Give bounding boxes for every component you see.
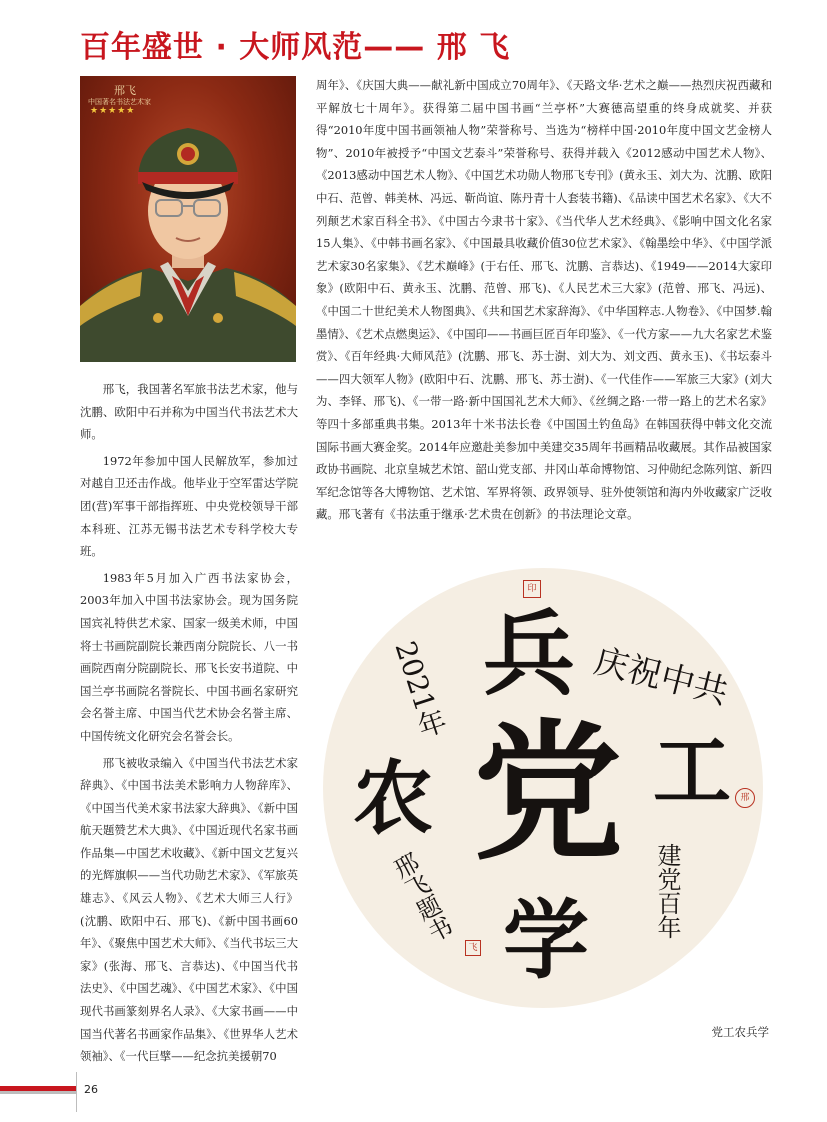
page-number: 26 [84, 1083, 98, 1096]
right-column [316, 74, 772, 526]
paragraph: 1972年参加中国人民解放军，参加过对越自卫还击作战。他毕业于空军雷达学院团(营)军事干部指挥班、中央党校领导干部本科班、江苏无锡书法艺术专科学校大专班。 [80, 453, 298, 559]
photo-caption-name: 邢飞 [114, 84, 136, 97]
calligraphy-artwork [323, 568, 763, 1008]
calligraphy-char-bing: 兵 [483, 600, 576, 708]
paragraph: 1983年5月加入广西书法家协会，2003年加入中国书法家协会。现为国务院国宾礼特供艺术家、国家一级美术师，中国将士书画院副院长兼西南分院院长、八一书画院西南分院副院长、邢飞长安书道院、中国兰亭书画院名誉院长、中国书画名家研究会名誉主席、中国当代艺术协会名誉主席、中国传统文化研究会名誉会长。 [80, 570, 298, 743]
artist-signature: 邢飞题书 [386, 849, 456, 947]
inscription-year: 2021年 [388, 637, 451, 742]
paragraph: 邢飞，我国著名军旅书法艺术家，他与沈鹏、欧阳中石并称为中国当代书法艺术大师。 [80, 382, 298, 442]
seal-right: 邢 [735, 788, 755, 808]
photo-caption-stars: ★★★★★ [90, 106, 136, 116]
artwork-caption: 党工农兵学 [711, 1025, 769, 1039]
calligraphy-char-gong: 工 [653, 726, 732, 817]
photo-caption-role: 中国著名书法艺术家 [88, 98, 151, 106]
paragraph: 周年》、《庆国大典——献礼新中国成立70周年》、《天路文华·艺术之巅——热烈庆祝西藏和平解放七十周年》。获得第二届中国书画“兰亭杯”大赛德高望重的终身成就奖、并获得“2010年度中国书画领袖人物”荣誉称号、当选为“榜样中国·2010年度中国文艺金榜人物”、2010年被授予“中国文艺泰斗”荣誉称号、获得并载入《2012感动中国艺术人物》、《2013感动中国艺术人物》、《中国艺术功勋人物邢飞专刊》(黄永玉、刘大为、沈鹏、欧阳中石、范曾、韩美林、冯远、靳尚谊、陈丹青十人套装书籍)、《品读中国艺术名家》、《大不列颠艺术家百科全书》、《中国古今隶书十家》、《当代华人艺术经典》、《影响中国文化名家15人集》、《中韩书画名家》、《中国最具收藏价值30位艺术家》、《翰墨绘中华》、《中国学派艺术家30名家集》、《艺术巅峰》(于右任、邢飞、沈鹏、言恭达)、《1949——2014大家印象》(欧阳中石、黄永玉、沈鹏、范曾、邢飞)、《人民艺术三大家》(范曾、邢飞、冯远)、《中国二十世纪美术人物图典》、《共和国艺术家辞海》、《中华国粹志.人物卷》、《中国梦.翰墨情》、《艺术点燃奥运》、《中国印——书画巨匠百年印鉴》、《一代方家——九大名家艺术鉴赏》、《百年经典·大师风范》(沈鹏、邢飞、苏士澍、刘大为、刘文西、黄永玉)、《书坛泰斗——四大领军人物》(欧阳中石、沈鹏、邢飞、苏士澍)、《一代佳作——军旅三大家》(刘大为、李铎、邢飞)、《一带一路·新中国国礼艺术大师》、《丝绸之路·一带一路上的艺术名家》等四十多部重典书集。2013年十米书法长卷《中国国土钓鱼岛》在韩国获得中韩文化交流国际书画大赛金奖。2014年应邀赴美参加中美建交35周年书画精品收藏展。其作品被国家政协书画院、北京皇城艺术馆、韶山党支部、井冈山革命博物馆、习仲勋纪念陈列馆、新四军纪念馆等各大博物馆、艺术馆、军界将领、政界领导、驻外使领馆和海内外收藏家广泛收藏。邢飞著有《书法重于继承·艺术贵在创新》的书法理论文章。 [316, 78, 772, 522]
left-column [80, 378, 298, 1072]
calligraphy-char-dang: 党 [473, 705, 624, 881]
paragraph: 邢飞被收录编入《中国当代书法艺术家辞典》、《中国书法美术影响力人物辞库》、《中国当代美术家书法家大辞典》、《新中国航天题赞艺术大典》、《中国近现代名家书画作品集—中国艺术收藏》、《新中国文艺复兴的光辉旗帜——当代功勋艺术家》、《军旅英雄志》、《风云人物》、《艺术大师三人行》(沈鹏、欧阳中石、邢飞)、《新中国书画60年》、《聚焦中国艺术大师》、《当代书坛三大家》(张海、邢飞、言恭达)、《中国当代书法史》、《中国艺魂》、《中国艺术家》、《中国现代书画篆刻界名人录》、《大家书画——中国当代著名书画家作品集》、《世界华人艺术领袖》、《一代巨擘——纪念抗美援朝70 [80, 755, 298, 1064]
calligraphy-char-nong: 农 [353, 751, 433, 845]
portrait-photo [80, 76, 296, 362]
seal-top: 印 [523, 580, 541, 598]
page-title: 百年盛世 · 大师风范—— 邢 飞 [80, 30, 511, 65]
inscription-centenary: 建党百年 [653, 843, 681, 939]
footer-divider [76, 1072, 77, 1112]
seal-signature: 飞 [465, 940, 481, 956]
portrait-illustration [80, 76, 296, 362]
calligraphy-char-xue: 学 [503, 890, 589, 991]
inscription-celebrate: 庆祝中共 [590, 641, 732, 713]
footer-gray-bar [0, 1091, 76, 1094]
